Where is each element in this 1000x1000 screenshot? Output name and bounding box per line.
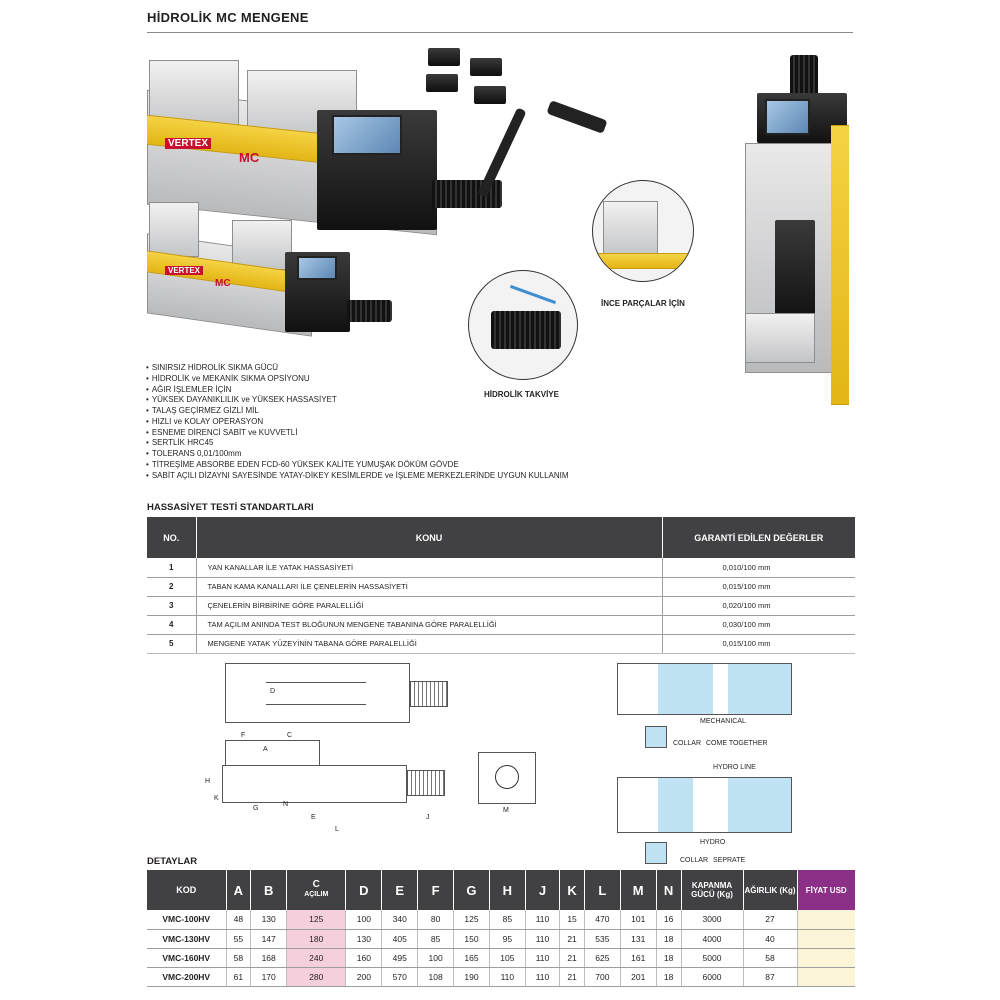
details-table (147, 870, 855, 987)
col-header-c-letter: C (312, 879, 320, 890)
col-header-f: F (418, 870, 454, 910)
drawing-front-view (478, 752, 536, 804)
vise-upright-illustration (745, 55, 855, 375)
cell-agirlik: 27 (743, 910, 797, 929)
mc-mark: MC (239, 150, 260, 165)
cell-d: 200 (346, 967, 382, 986)
cell-b: 170 (251, 967, 287, 986)
cell-no: 3 (147, 596, 196, 615)
features-list (146, 363, 569, 481)
cell-f: 100 (418, 948, 454, 967)
cell-fiyat (797, 929, 855, 948)
col-header-h: H (489, 870, 525, 910)
col-header-agirlik: AĞIRLIK (Kg) (743, 870, 797, 910)
col-header-a: A (226, 870, 251, 910)
vise-moving-jaw (232, 220, 292, 270)
vise-fixed-jaw (149, 202, 199, 257)
cell-g: 125 (454, 910, 490, 929)
cell-value: 0,015/100 mm (662, 577, 855, 596)
cell-value: 0,020/100 mm (662, 596, 855, 615)
cell-h: 85 (489, 910, 525, 929)
dim-k-label: K (214, 795, 219, 802)
dim-j-label: J (426, 814, 430, 821)
feature-item: • SINIRSIZ HİDROLİK SIKMA GÜCÜ (146, 363, 569, 374)
cell-k: 21 (560, 948, 585, 967)
cell-h: 105 (489, 948, 525, 967)
jaw-pad-icon (426, 74, 458, 92)
detail-jaw (603, 201, 658, 256)
table-row (147, 910, 855, 929)
table-row (147, 929, 855, 948)
cell-h: 95 (489, 929, 525, 948)
col-header-g: G (454, 870, 490, 910)
dim-m-label: M (503, 807, 509, 814)
dim-l-label: L (335, 826, 339, 833)
cell-kapanma: 4000 (681, 929, 743, 948)
cell-no: 4 (147, 615, 196, 634)
cell-j: 110 (525, 948, 559, 967)
cell-kapanma: 5000 (681, 948, 743, 967)
drawing-top-view (225, 663, 410, 723)
drawing-side-view (222, 765, 407, 803)
cell-kod: VMC-160HV (147, 948, 226, 967)
cell-f: 85 (418, 929, 454, 948)
detail-band (598, 253, 693, 269)
dim-d-label: D (270, 688, 276, 695)
col-header-kapanma: KAPANMA GÜCÜ (Kg) (681, 870, 743, 910)
feature-item: • TALAŞ GEÇİRMEZ GİZLİ MİL (146, 406, 569, 417)
details-header (147, 870, 855, 910)
cell-konu: TABAN KAMA KANALLARI İLE ÇENELERİN HASSASİYETİ (196, 577, 662, 596)
cell-c: 240 (287, 948, 346, 967)
mechanical-collar-icon (645, 726, 667, 748)
cell-a: 58 (226, 948, 251, 967)
vise-display (297, 256, 337, 280)
cell-c: 180 (287, 929, 346, 948)
feature-item: • ESNEME DİRENCİ SABİT ve KUVVETLİ (146, 428, 569, 439)
cell-agirlik: 87 (743, 967, 797, 986)
details-title: DETAYLAR (147, 856, 198, 867)
cell-f: 80 (418, 910, 454, 929)
mc-mark: MC (215, 278, 231, 289)
crank-grip-icon (546, 100, 607, 134)
cell-konu: ÇENELERİN BİRBİRİNE GÖRE PARALELLİĞİ (196, 596, 662, 615)
cell-konu: YAN KANALLAR İLE YATAK HASSASİYETİ (196, 558, 662, 577)
col-header-c (287, 870, 346, 910)
cell-n: 16 (656, 910, 681, 929)
vise-knob (790, 55, 818, 97)
vise-knob (347, 300, 392, 322)
dim-n-label: N (283, 801, 289, 808)
table-row (147, 615, 855, 634)
cell-e: 405 (382, 929, 418, 948)
cell-k: 15 (560, 910, 585, 929)
test-table (147, 517, 855, 654)
drawing-line (266, 682, 366, 683)
feature-item: • SABİT AÇILI DİZAYNI SAYESİNDE YATAY-DİKEY KESİMLERDE ve İŞLEME MERKEZLERİNDE UYGUN KULLANIM (146, 471, 569, 482)
cell-m: 131 (620, 929, 656, 948)
feature-item: • AĞIR İŞLEMLER İÇİN (146, 385, 569, 396)
col-header-value: GARANTİ EDİLEN DEĞERLER (662, 517, 855, 558)
cell-agirlik: 40 (743, 929, 797, 948)
cell-kod: VMC-130HV (147, 929, 226, 948)
cell-kod: VMC-200HV (147, 967, 226, 986)
cell-kod: VMC-100HV (147, 910, 226, 929)
cell-g: 150 (454, 929, 490, 948)
cell-no: 2 (147, 577, 196, 596)
feature-item: • HIZLI ve KOLAY OPERASYON (146, 417, 569, 428)
jaw-pad-icon (474, 86, 506, 104)
cell-l: 625 (584, 948, 620, 967)
crank-handle-icon (477, 107, 526, 197)
table-row (147, 967, 855, 986)
table-row (147, 948, 855, 967)
page-title: HİDROLİK MC MENGENE (147, 10, 309, 25)
feature-item: • YÜKSEK DAYANIKLILIK ve YÜKSEK HASSASİYET (146, 395, 569, 406)
dim-e-label: E (311, 814, 316, 821)
brand-logo: VERTEX (165, 266, 203, 275)
vise-slot (775, 220, 815, 320)
cell-m: 161 (620, 948, 656, 967)
thin-parts-label: İNCE PARÇALAR İÇİN (601, 299, 685, 308)
feature-item: • HİDROLİK ve MEKANİK SIKMA OPSİYONU (146, 374, 569, 385)
dim-a-label: A (263, 746, 268, 753)
cell-value: 0,010/100 mm (662, 558, 855, 577)
cell-konu: TAM AÇILIM ANINDA TEST BLOĞUNUN MENGENE TABANINA GÖRE PARALELLİĞİ (196, 615, 662, 634)
test-table-header (147, 517, 855, 558)
cell-value: 0,030/100 mm (662, 615, 855, 634)
test-section-title: HASSASİYET TESTİ STANDARTLARI (147, 502, 314, 513)
col-header-kod: KOD (147, 870, 226, 910)
col-header-fiyat: FİYAT USD (797, 870, 855, 910)
cell-agirlik: 58 (743, 948, 797, 967)
vise-display (332, 115, 402, 155)
vise-display (765, 99, 810, 135)
cell-kapanma: 3000 (681, 910, 743, 929)
feature-item: • SERTLİK HRC45 (146, 438, 569, 449)
cell-m: 201 (620, 967, 656, 986)
cell-a: 55 (226, 929, 251, 948)
col-header-m: M (620, 870, 656, 910)
detail-knob (491, 311, 561, 349)
front-view-circle (495, 765, 519, 789)
hydro-diagram (617, 777, 792, 833)
hydro-right: SEPRATE (713, 857, 746, 864)
brand-logo: VERTEX (165, 138, 211, 149)
cell-c: 280 (287, 967, 346, 986)
mechanical-diagram (617, 663, 792, 715)
hydro-line-label: HYDRO LINE (713, 764, 756, 771)
cell-d: 100 (346, 910, 382, 929)
thin-parts-detail (592, 180, 694, 282)
cell-g: 165 (454, 948, 490, 967)
drawing-side-jaw (225, 740, 320, 766)
col-header-l: L (584, 870, 620, 910)
cell-a: 48 (226, 910, 251, 929)
cell-h: 110 (489, 967, 525, 986)
col-header-e: E (382, 870, 418, 910)
hydro-title: HYDRO (700, 839, 726, 846)
cell-l: 700 (584, 967, 620, 986)
cell-l: 470 (584, 910, 620, 929)
col-header-n: N (656, 870, 681, 910)
cell-j: 110 (525, 967, 559, 986)
cell-fiyat (797, 910, 855, 929)
cell-fiyat (797, 948, 855, 967)
drawing-line (266, 704, 366, 705)
table-row (147, 558, 855, 577)
vise-fixed-jaw (745, 313, 815, 363)
mechanical-left: COLLAR (673, 740, 702, 747)
cell-k: 21 (560, 967, 585, 986)
table-row (147, 634, 855, 653)
dim-g-label: G (253, 805, 259, 812)
cell-no: 1 (147, 558, 196, 577)
arrow-icon (510, 285, 556, 304)
cell-n: 18 (656, 967, 681, 986)
cell-n: 18 (656, 948, 681, 967)
table-row (147, 577, 855, 596)
mechanical-title: MECHANICAL (700, 718, 746, 725)
cell-f: 108 (418, 967, 454, 986)
col-header-konu: KONU (196, 517, 662, 558)
col-header-d: D (346, 870, 382, 910)
jaw-pad-icon (428, 48, 460, 66)
cell-e: 570 (382, 967, 418, 986)
cell-a: 61 (226, 967, 251, 986)
cell-no: 5 (147, 634, 196, 653)
cell-e: 340 (382, 910, 418, 929)
cell-m: 101 (620, 910, 656, 929)
cell-fiyat (797, 967, 855, 986)
cell-b: 147 (251, 929, 287, 948)
vise-band (831, 125, 849, 405)
cell-c: 125 (287, 910, 346, 929)
cell-n: 18 (656, 929, 681, 948)
cell-konu: MENGENE YATAK YÜZEYİNİN TABANA GÖRE PARALELLİĞİ (196, 634, 662, 653)
drawing-top-knob (410, 681, 448, 707)
table-row (147, 596, 855, 615)
col-header-c-sub: AÇILIM (304, 891, 329, 898)
col-header-b: B (251, 870, 287, 910)
hydro-left: COLLAR (680, 857, 709, 864)
cell-kapanma: 6000 (681, 967, 743, 986)
feature-item: • TİTREŞİME ABSORBE EDEN FCD-60 YÜKSEK KALİTE YUMUŞAK DÖKÜM GÖVDE (146, 460, 569, 471)
hydro-collar-icon (645, 842, 667, 864)
title-rule (147, 32, 853, 33)
cell-d: 160 (346, 948, 382, 967)
mechanical-right: COME TOGETHER (706, 740, 768, 747)
cell-j: 110 (525, 910, 559, 929)
feature-item: • TOLERANS 0,01/100mm (146, 449, 569, 460)
cell-j: 110 (525, 929, 559, 948)
col-header-no: NO. (147, 517, 196, 558)
hydraulic-boost-label: HİDROLİK TAKVİYE (484, 390, 559, 399)
dim-f-label: F (241, 732, 246, 739)
cell-d: 130 (346, 929, 382, 948)
dim-h-label: H (205, 778, 211, 785)
dim-c-label: C (287, 732, 293, 739)
cell-g: 190 (454, 967, 490, 986)
cell-e: 495 (382, 948, 418, 967)
cell-k: 21 (560, 929, 585, 948)
jaw-pad-icon (470, 58, 502, 76)
drawing-side-knob (407, 770, 445, 796)
cell-b: 130 (251, 910, 287, 929)
cell-value: 0,015/100 mm (662, 634, 855, 653)
col-header-k: K (560, 870, 585, 910)
vise-small-illustration (147, 200, 397, 340)
cell-b: 168 (251, 948, 287, 967)
col-header-j: J (525, 870, 559, 910)
cell-l: 535 (584, 929, 620, 948)
